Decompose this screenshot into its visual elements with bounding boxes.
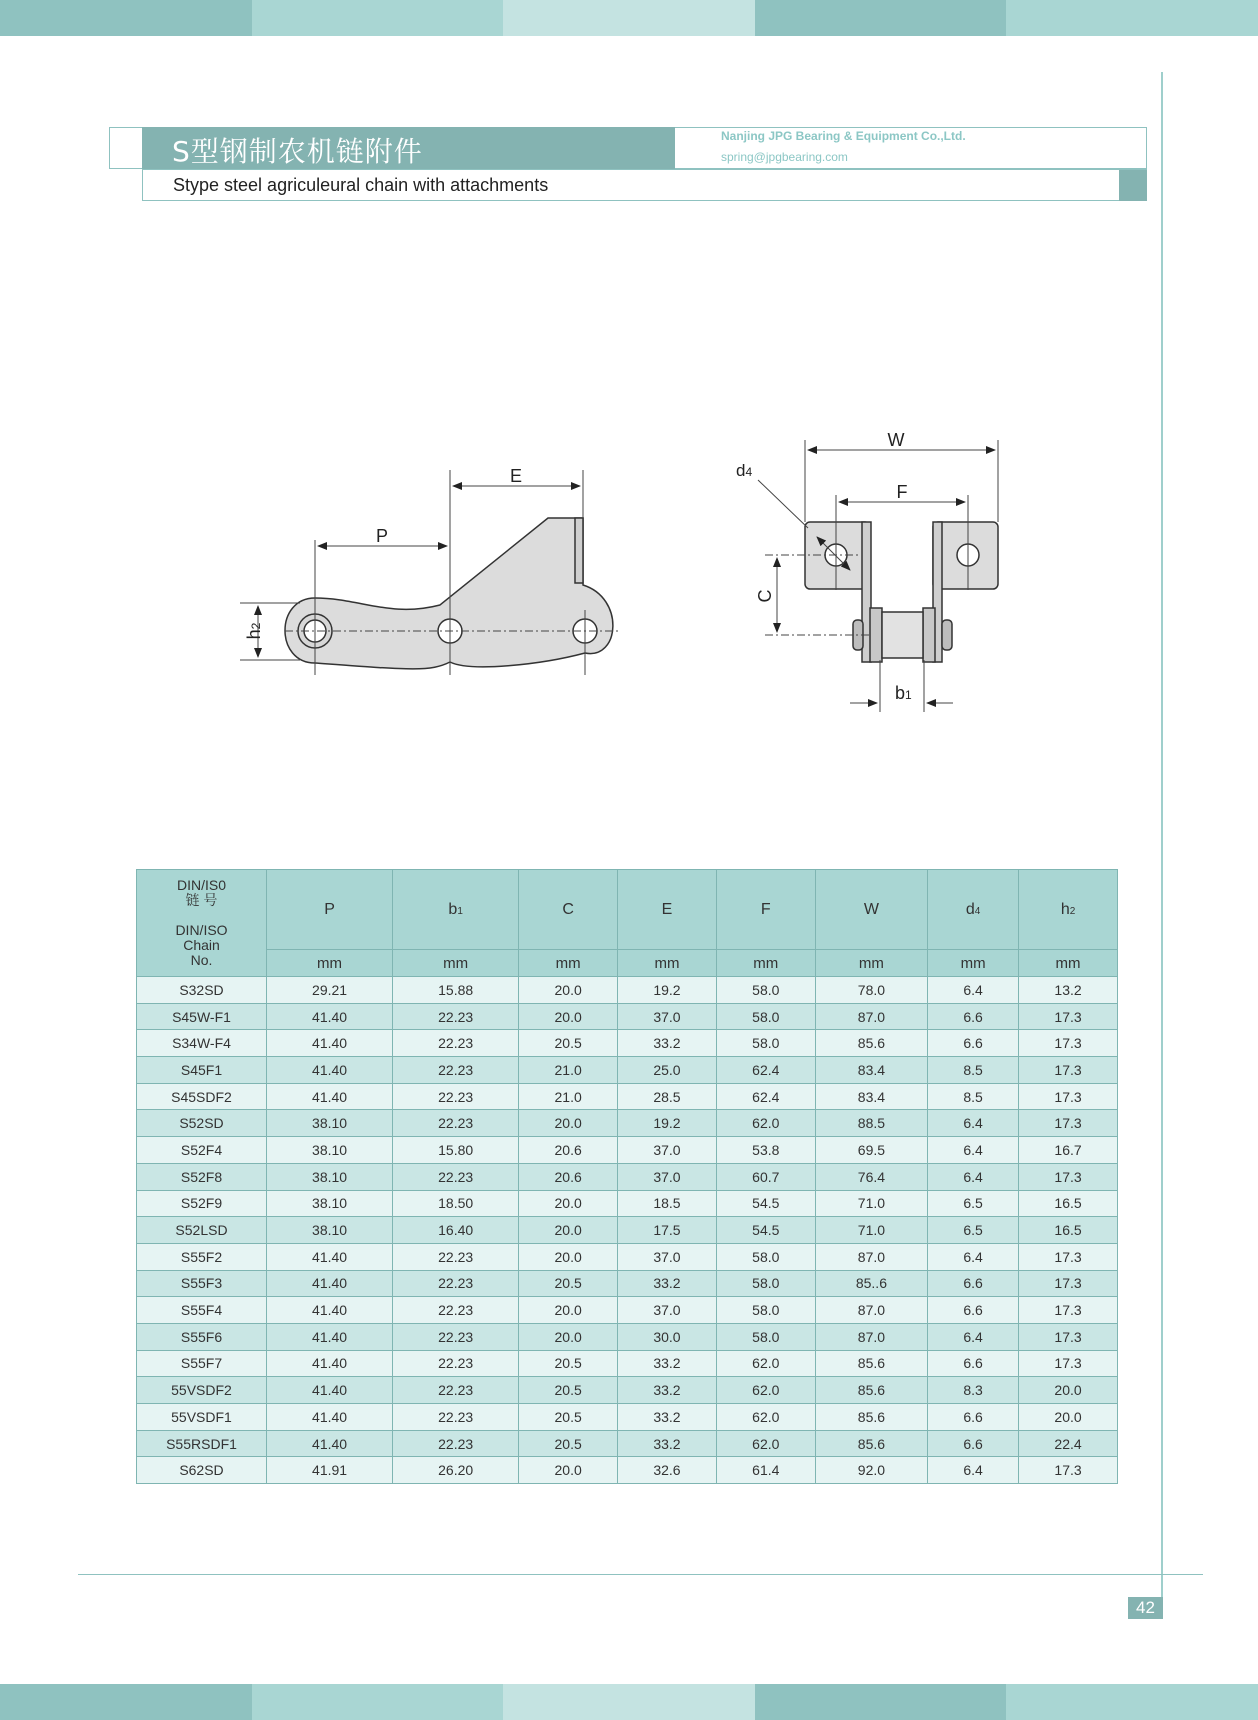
- unit-cell: mm: [815, 950, 927, 977]
- chain-no-cell: 55VSDF1: [137, 1404, 267, 1431]
- value-cell: 62.0: [716, 1430, 815, 1457]
- value-cell: 41.40: [267, 1057, 393, 1084]
- table-row: [137, 1323, 1118, 1350]
- value-cell: 22.23: [393, 1110, 519, 1137]
- chain-no-cell: S52F9: [137, 1190, 267, 1217]
- table-row: [137, 1030, 1118, 1057]
- value-cell: 17.3: [1019, 1323, 1118, 1350]
- value-cell: 33.2: [618, 1350, 717, 1377]
- value-cell: 62.4: [716, 1083, 815, 1110]
- value-cell: 20.5: [519, 1270, 618, 1297]
- value-cell: 33.2: [618, 1377, 717, 1404]
- value-cell: 26.20: [393, 1457, 519, 1484]
- value-cell: 6.4: [928, 1457, 1019, 1484]
- right-margin-line: [1161, 72, 1163, 1612]
- value-cell: 16.40: [393, 1217, 519, 1244]
- value-cell: 17.3: [1019, 1297, 1118, 1324]
- chain-no-cell: S45SDF2: [137, 1083, 267, 1110]
- table-unit-row: [137, 950, 1118, 977]
- value-cell: 6.4: [928, 1323, 1019, 1350]
- value-cell: 22.4: [1019, 1430, 1118, 1457]
- header-w: W: [815, 870, 927, 950]
- unit-cell: mm: [267, 950, 393, 977]
- value-cell: 20.6: [519, 1163, 618, 1190]
- value-cell: 58.0: [716, 1030, 815, 1057]
- value-cell: 19.2: [618, 1110, 717, 1137]
- value-cell: 6.6: [928, 1350, 1019, 1377]
- table-body: [137, 977, 1118, 1484]
- page-title-cn: S型钢制农机链附件: [172, 135, 423, 168]
- chain-no-cell: 55VSDF2: [137, 1377, 267, 1404]
- value-cell: 17.3: [1019, 1003, 1118, 1030]
- unit-cell: mm: [716, 950, 815, 977]
- value-cell: 6.4: [928, 1243, 1019, 1270]
- header-d4: d4: [928, 870, 1019, 950]
- value-cell: 37.0: [618, 1163, 717, 1190]
- table-row: [137, 1110, 1118, 1137]
- company-email: spring@jpgbearing.com: [721, 150, 848, 164]
- value-cell: 15.80: [393, 1137, 519, 1164]
- front-view: [805, 522, 998, 662]
- chain-no-cell: S45F1: [137, 1057, 267, 1084]
- value-cell: 18.5: [618, 1190, 717, 1217]
- unit-cell: mm: [928, 950, 1019, 977]
- value-cell: 20.0: [519, 1457, 618, 1484]
- value-cell: 20.5: [519, 1404, 618, 1431]
- value-cell: 62.0: [716, 1110, 815, 1137]
- value-cell: 41.40: [267, 1083, 393, 1110]
- value-cell: 53.8: [716, 1137, 815, 1164]
- value-cell: 69.5: [815, 1137, 927, 1164]
- value-cell: 6.5: [928, 1190, 1019, 1217]
- value-cell: 18.50: [393, 1190, 519, 1217]
- value-cell: 17.3: [1019, 1110, 1118, 1137]
- value-cell: 17.3: [1019, 1270, 1118, 1297]
- dim-label-h2: h2: [244, 622, 264, 640]
- unit-cell: mm: [519, 950, 618, 977]
- value-cell: 58.0: [716, 1003, 815, 1030]
- value-cell: 6.4: [928, 1110, 1019, 1137]
- dim-label-c: C: [755, 589, 775, 603]
- header-f: F: [716, 870, 815, 950]
- value-cell: 41.40: [267, 1003, 393, 1030]
- value-cell: 60.7: [716, 1163, 815, 1190]
- roller-front: [882, 612, 923, 658]
- value-cell: 17.3: [1019, 1243, 1118, 1270]
- value-cell: 15.88: [393, 977, 519, 1004]
- value-cell: 92.0: [815, 1457, 927, 1484]
- value-cell: 8.5: [928, 1057, 1019, 1084]
- value-cell: 22.23: [393, 1030, 519, 1057]
- table-row: [137, 977, 1118, 1004]
- chain-no-cell: S55F6: [137, 1323, 267, 1350]
- top-color-band: [0, 0, 1258, 36]
- value-cell: 58.0: [716, 977, 815, 1004]
- table-row: [137, 1057, 1118, 1084]
- value-cell: 83.4: [815, 1057, 927, 1084]
- dim-label-d4: d4: [736, 461, 753, 480]
- value-cell: 38.10: [267, 1137, 393, 1164]
- value-cell: 38.10: [267, 1163, 393, 1190]
- page-title-en: Stype steel agriculeural chain with attachments: [173, 175, 549, 195]
- value-cell: 25.0: [618, 1057, 717, 1084]
- value-cell: 58.0: [716, 1243, 815, 1270]
- value-cell: 78.0: [815, 977, 927, 1004]
- chain-no-cell: S55F7: [137, 1350, 267, 1377]
- header-h2: h2: [1019, 870, 1118, 950]
- value-cell: 37.0: [618, 1137, 717, 1164]
- header-p: P: [267, 870, 393, 950]
- value-cell: 20.0: [519, 1217, 618, 1244]
- dim-label-p: P: [375, 526, 389, 546]
- chain-no-cell: S52SD: [137, 1110, 267, 1137]
- value-cell: 17.3: [1019, 1030, 1118, 1057]
- value-cell: 20.0: [519, 1110, 618, 1137]
- chain-no-cell: S55RSDF1: [137, 1430, 267, 1457]
- value-cell: 85.6: [815, 1377, 927, 1404]
- value-cell: 8.5: [928, 1083, 1019, 1110]
- chain-attachment-diagram: [0, 420, 1258, 720]
- chain-no-cell: S55F4: [137, 1297, 267, 1324]
- value-cell: 6.6: [928, 1270, 1019, 1297]
- value-cell: 32.6: [618, 1457, 717, 1484]
- chain-no-cell: S52LSD: [137, 1217, 267, 1244]
- table-row: [137, 1297, 1118, 1324]
- value-cell: 41.40: [267, 1243, 393, 1270]
- bottom-color-band: [0, 1684, 1258, 1720]
- value-cell: 38.10: [267, 1110, 393, 1137]
- table-row: [137, 1190, 1118, 1217]
- chain-no-cell: S52F8: [137, 1163, 267, 1190]
- value-cell: 17.3: [1019, 1057, 1118, 1084]
- value-cell: 71.0: [815, 1190, 927, 1217]
- value-cell: 71.0: [815, 1217, 927, 1244]
- value-cell: 6.6: [928, 1297, 1019, 1324]
- attachment-flange: [575, 518, 583, 583]
- value-cell: 20.5: [519, 1430, 618, 1457]
- company-name: Nanjing JPG Bearing & Equipment Co.,Ltd.: [721, 129, 966, 143]
- unit-cell: mm: [1019, 950, 1118, 977]
- value-cell: 38.10: [267, 1217, 393, 1244]
- value-cell: 19.2: [618, 977, 717, 1004]
- value-cell: 16.5: [1019, 1190, 1118, 1217]
- value-cell: 41.91: [267, 1457, 393, 1484]
- chain-no-cell: S32SD: [137, 977, 267, 1004]
- table-row: [137, 1270, 1118, 1297]
- value-cell: 87.0: [815, 1243, 927, 1270]
- value-cell: 13.2: [1019, 977, 1118, 1004]
- unit-cell: mm: [618, 950, 717, 977]
- value-cell: 88.5: [815, 1110, 927, 1137]
- value-cell: 22.23: [393, 1297, 519, 1324]
- chain-no-cell: S55F3: [137, 1270, 267, 1297]
- value-cell: 22.23: [393, 1350, 519, 1377]
- table-row: [137, 1003, 1118, 1030]
- value-cell: 21.0: [519, 1057, 618, 1084]
- value-cell: 41.40: [267, 1404, 393, 1431]
- value-cell: 41.40: [267, 1270, 393, 1297]
- value-cell: 20.5: [519, 1377, 618, 1404]
- value-cell: 85.6: [815, 1404, 927, 1431]
- value-cell: 37.0: [618, 1243, 717, 1270]
- value-cell: 61.4: [716, 1457, 815, 1484]
- value-cell: 87.0: [815, 1323, 927, 1350]
- value-cell: 22.23: [393, 1430, 519, 1457]
- value-cell: 41.40: [267, 1377, 393, 1404]
- value-cell: 87.0: [815, 1003, 927, 1030]
- value-cell: 6.4: [928, 977, 1019, 1004]
- value-cell: 22.23: [393, 1163, 519, 1190]
- table-row: [137, 1243, 1118, 1270]
- value-cell: 41.40: [267, 1350, 393, 1377]
- value-cell: 17.3: [1019, 1163, 1118, 1190]
- value-cell: 58.0: [716, 1297, 815, 1324]
- value-cell: 22.23: [393, 1003, 519, 1030]
- value-cell: 20.5: [519, 1030, 618, 1057]
- page-number: 42: [1128, 1597, 1163, 1619]
- value-cell: 41.40: [267, 1430, 393, 1457]
- value-cell: 22.23: [393, 1377, 519, 1404]
- chain-spec-table: [136, 869, 1118, 1484]
- value-cell: 58.0: [716, 1323, 815, 1350]
- value-cell: 62.0: [716, 1377, 815, 1404]
- value-cell: 20.0: [519, 1190, 618, 1217]
- value-cell: 54.5: [716, 1217, 815, 1244]
- table-row: [137, 1083, 1118, 1110]
- dim-label-b1: b1: [895, 683, 912, 703]
- value-cell: 16.5: [1019, 1217, 1118, 1244]
- value-cell: 21.0: [519, 1083, 618, 1110]
- table-row: [137, 1137, 1118, 1164]
- chain-link-plate: [285, 518, 613, 669]
- value-cell: 85.6: [815, 1030, 927, 1057]
- value-cell: 29.21: [267, 977, 393, 1004]
- value-cell: 76.4: [815, 1163, 927, 1190]
- value-cell: 85..6: [815, 1270, 927, 1297]
- value-cell: 20.0: [519, 1243, 618, 1270]
- table-header-row: [137, 870, 1118, 950]
- value-cell: 62.4: [716, 1057, 815, 1084]
- side-view: [285, 518, 613, 669]
- table-row: [137, 1430, 1118, 1457]
- value-cell: 62.0: [716, 1404, 815, 1431]
- value-cell: 22.23: [393, 1057, 519, 1084]
- table-row: [137, 1457, 1118, 1484]
- chain-no-cell: S62SD: [137, 1457, 267, 1484]
- table-row: [137, 1404, 1118, 1431]
- table-row: [137, 1217, 1118, 1244]
- value-cell: 22.23: [393, 1404, 519, 1431]
- value-cell: 17.3: [1019, 1457, 1118, 1484]
- chain-no-cell: S52F4: [137, 1137, 267, 1164]
- value-cell: 85.6: [815, 1350, 927, 1377]
- header-b1: b1: [393, 870, 519, 950]
- value-cell: 33.2: [618, 1030, 717, 1057]
- value-cell: 20.5: [519, 1350, 618, 1377]
- table-row: [137, 1377, 1118, 1404]
- header-c: C: [519, 870, 618, 950]
- value-cell: 20.0: [519, 977, 618, 1004]
- value-cell: 6.4: [928, 1137, 1019, 1164]
- value-cell: 38.10: [267, 1190, 393, 1217]
- value-cell: 28.5: [618, 1083, 717, 1110]
- dim-label-e: E: [509, 466, 523, 486]
- value-cell: 6.6: [928, 1003, 1019, 1030]
- value-cell: 6.4: [928, 1163, 1019, 1190]
- value-cell: 85.6: [815, 1430, 927, 1457]
- value-cell: 17.3: [1019, 1083, 1118, 1110]
- dim-label-w: W: [887, 430, 905, 450]
- table-row: [137, 1350, 1118, 1377]
- value-cell: 6.6: [928, 1430, 1019, 1457]
- value-cell: 22.23: [393, 1323, 519, 1350]
- value-cell: 54.5: [716, 1190, 815, 1217]
- value-cell: 6.6: [928, 1404, 1019, 1431]
- value-cell: 17.3: [1019, 1350, 1118, 1377]
- value-cell: 22.23: [393, 1243, 519, 1270]
- chain-no-cell: S55F2: [137, 1243, 267, 1270]
- value-cell: 30.0: [618, 1323, 717, 1350]
- value-cell: 58.0: [716, 1270, 815, 1297]
- value-cell: 33.2: [618, 1270, 717, 1297]
- unit-cell: mm: [393, 950, 519, 977]
- header-chain-no: DIN/IS0 链 号 DIN/ISO Chain No.: [137, 870, 267, 977]
- value-cell: 87.0: [815, 1297, 927, 1324]
- value-cell: 33.2: [618, 1430, 717, 1457]
- value-cell: 6.5: [928, 1217, 1019, 1244]
- chain-no-cell: S34W-F4: [137, 1030, 267, 1057]
- value-cell: 37.0: [618, 1003, 717, 1030]
- value-cell: 8.3: [928, 1377, 1019, 1404]
- value-cell: 22.23: [393, 1270, 519, 1297]
- value-cell: 41.40: [267, 1030, 393, 1057]
- value-cell: 6.6: [928, 1030, 1019, 1057]
- value-cell: 20.6: [519, 1137, 618, 1164]
- value-cell: 83.4: [815, 1083, 927, 1110]
- value-cell: 33.2: [618, 1404, 717, 1431]
- value-cell: 20.0: [519, 1323, 618, 1350]
- value-cell: 20.0: [1019, 1377, 1118, 1404]
- value-cell: 41.40: [267, 1297, 393, 1324]
- value-cell: 20.0: [519, 1297, 618, 1324]
- value-cell: 16.7: [1019, 1137, 1118, 1164]
- value-cell: 22.23: [393, 1083, 519, 1110]
- value-cell: 37.0: [618, 1297, 717, 1324]
- chain-no-cell: S45W-F1: [137, 1003, 267, 1030]
- value-cell: 17.5: [618, 1217, 717, 1244]
- dim-label-f: F: [896, 482, 908, 502]
- value-cell: 41.40: [267, 1323, 393, 1350]
- value-cell: 62.0: [716, 1350, 815, 1377]
- table-row: [137, 1163, 1118, 1190]
- value-cell: 20.0: [519, 1003, 618, 1030]
- value-cell: 20.0: [1019, 1404, 1118, 1431]
- header-accent-square: [1119, 170, 1147, 201]
- footer-rule: [78, 1574, 1203, 1575]
- header-e: E: [618, 870, 717, 950]
